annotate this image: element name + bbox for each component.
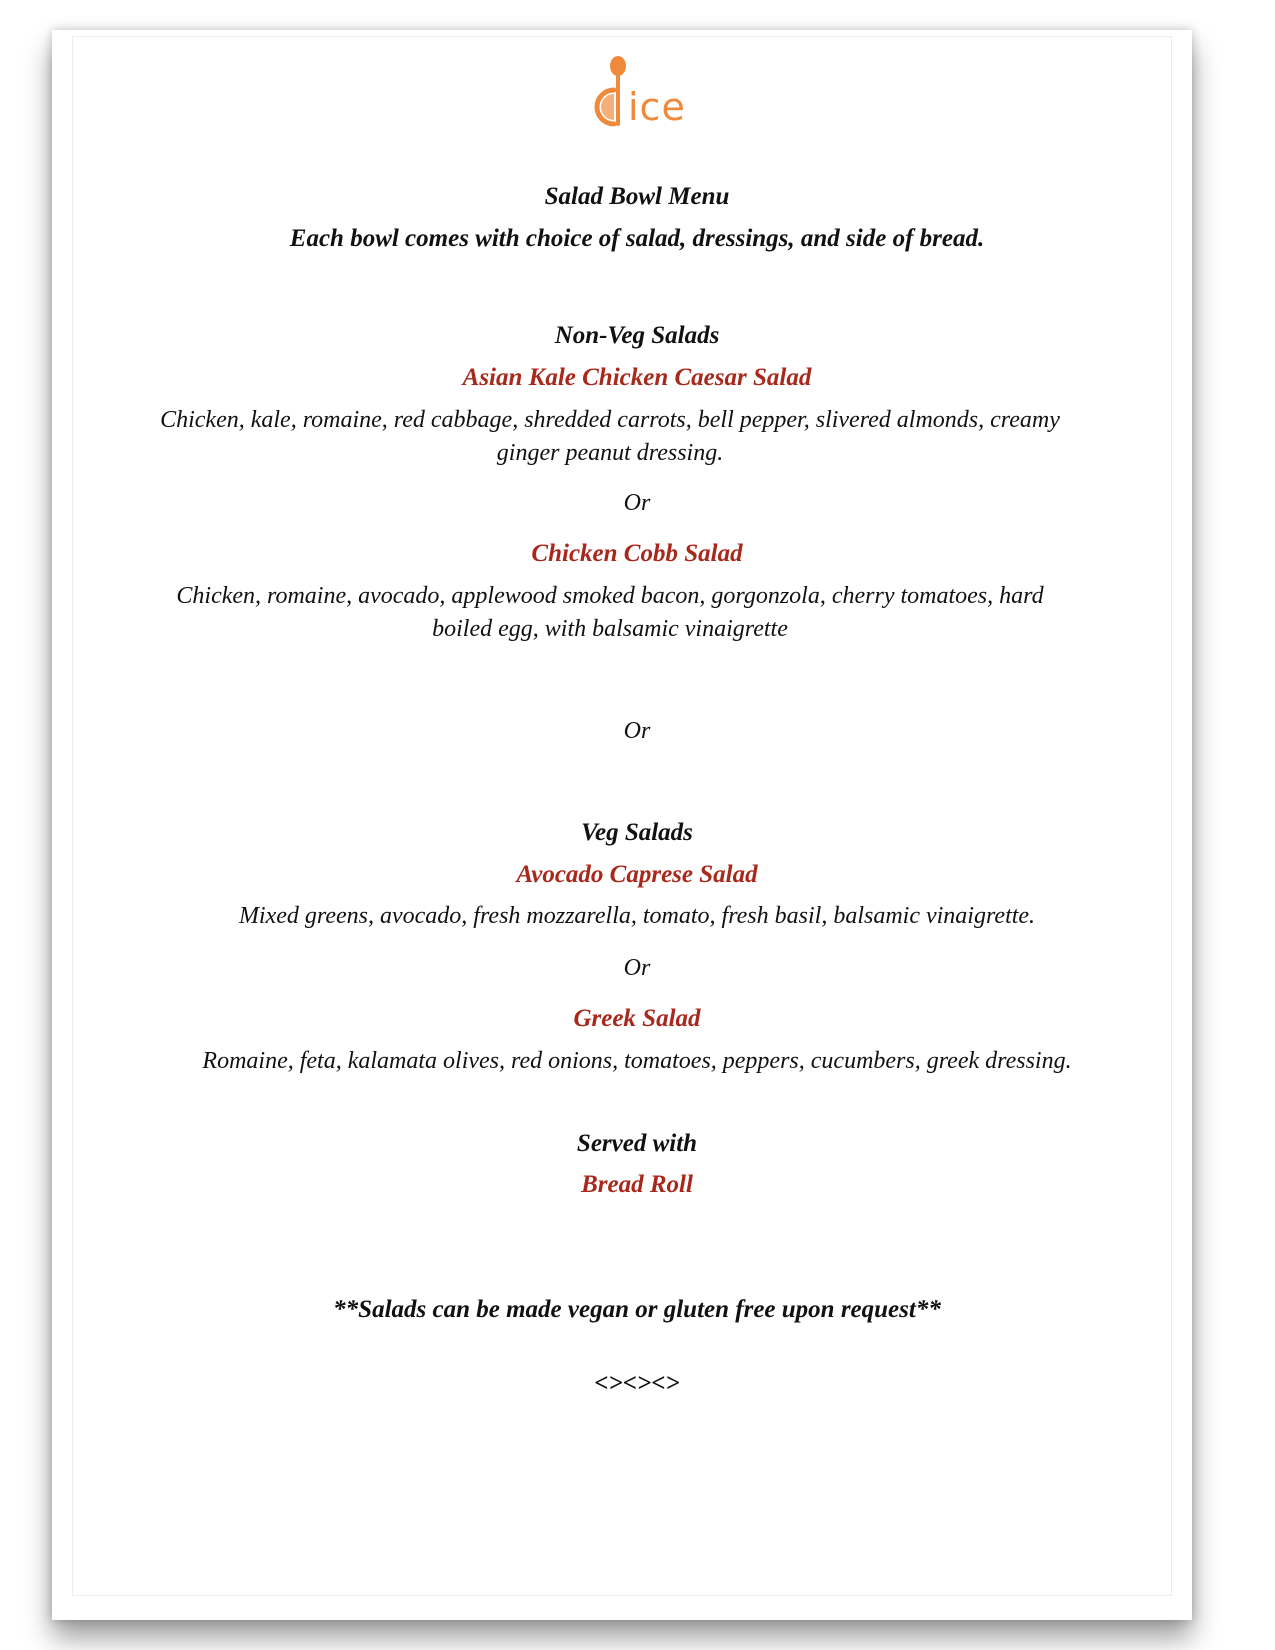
or-separator: Or: [623, 490, 651, 516]
dice-logo: [578, 54, 696, 140]
item-name-chicken-cobb: Chicken Cobb Salad: [531, 540, 743, 567]
item-desc-chicken-cobb: Chicken, romaine, avocado, applewood smoked bacon, gorgonzola, cherry tomatoes, hard boiled egg, with balsamic vinaigrette: [176, 583, 1044, 642]
item-name-asian-kale: Asian Kale Chicken Caesar Salad: [462, 364, 812, 391]
logo-text: ice: [628, 85, 686, 129]
veg-heading: Veg Salads: [581, 819, 693, 846]
non-veg-heading: Non-Veg Salads: [554, 322, 720, 349]
item-name-greek: Greek Salad: [573, 1005, 701, 1032]
item-desc-asian-kale: Chicken, kale, romaine, red cabbage, shredded carrots, bell pepper, slivered almonds, creamy ginger peanut dressing.: [160, 407, 1060, 466]
menu-subtitle: Each bowl comes with choice of salad, dressings, and side of bread.: [289, 225, 985, 252]
or-separator: Or: [623, 718, 651, 744]
menu-page: [72, 36, 1172, 1596]
dietary-note: **Salads can be made vegan or gluten free upon request**: [333, 1296, 941, 1323]
item-desc-avocado-caprese: Mixed greens, avocado, fresh mozzarella, tomato, fresh basil, balsamic vinaigrette.: [238, 903, 1036, 929]
served-with-heading: Served with: [576, 1130, 698, 1157]
item-desc-greek: Romaine, feta, kalamata olives, red onions, tomatoes, peppers, cucumbers, greek dressing.: [202, 1048, 1072, 1074]
item-name-avocado-caprese: Avocado Caprese Salad: [516, 861, 758, 888]
end-mark: <><><>: [594, 1370, 680, 1397]
or-separator: Or: [623, 955, 651, 981]
served-with-item: Bread Roll: [581, 1171, 693, 1198]
menu-title: Salad Bowl Menu: [544, 183, 730, 210]
